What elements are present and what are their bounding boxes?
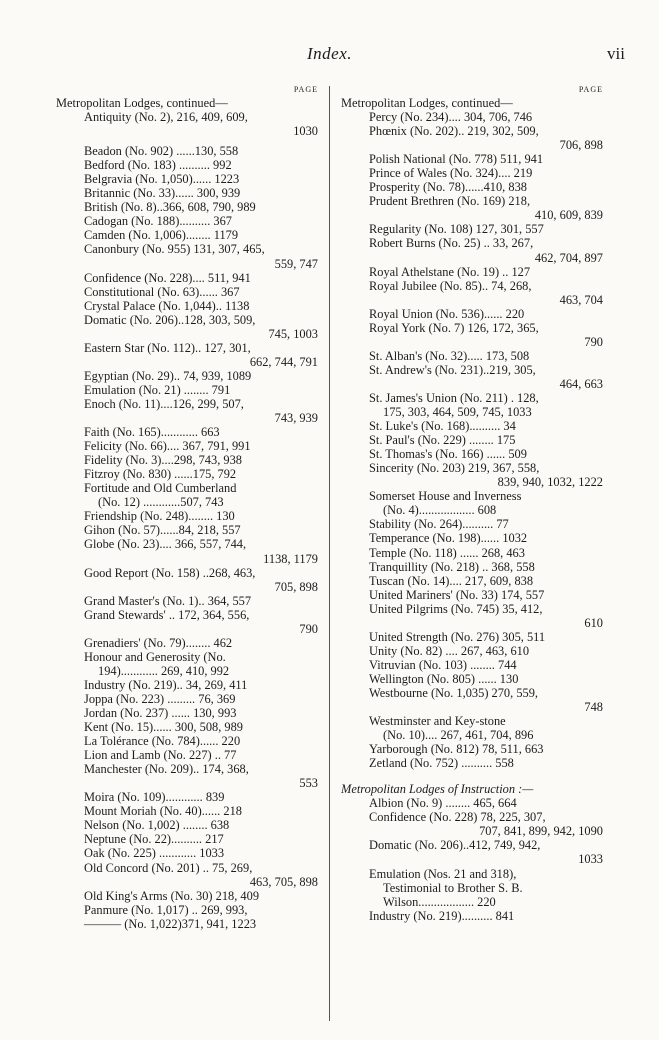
index-entry: Confidence (No. 228) 78, 225, 307, <box>369 810 546 825</box>
index-entry: Old King's Arms (No. 30) 218, 409 <box>84 888 260 903</box>
index-entry: 790 <box>299 621 318 636</box>
index-entry: Enoch (No. 11)....126, 299, 507, <box>84 396 244 411</box>
index-entry: Crystal Palace (No. 1,044).. 1138 <box>84 298 250 313</box>
index-entry: Beadon (No. 902) ......130, 558 <box>84 144 239 159</box>
index-entry: 194)............ 269, 410, 992 <box>98 663 230 678</box>
section-spacer <box>341 770 603 782</box>
index-entry: Canonbury (No. 955) 131, 307, 465, <box>84 242 265 257</box>
index-entry: Vitruvian (No. 103) ........ 744 <box>369 657 517 672</box>
index-entry: Confidence (No. 228).... 511, 941 <box>84 270 251 285</box>
index-entry: Regularity (No. 108) 127, 301, 557 <box>369 222 544 237</box>
index-entry: Friendship (No. 248)........ 130 <box>84 509 235 524</box>
index-entry: Emulation (No. 21) ........ 791 <box>84 382 231 397</box>
index-column-right <box>341 84 603 923</box>
page-number: vii <box>607 44 625 63</box>
entry-list <box>56 96 318 931</box>
index-entry: Sincerity (No. 203) 219, 367, 558, <box>369 461 540 476</box>
index-entry: Yarborough (No. 812) 78, 511, 663 <box>369 742 544 757</box>
index-entry: Lion and Lamb (No. 227) .. 77 <box>84 748 237 763</box>
index-entry: Industry (No. 219).. 34, 269, 411 <box>84 677 248 692</box>
index-entry: Antiquity (No. 2), 216, 409, 609, <box>84 110 248 125</box>
index-entry: Prince of Wales (No. 324).... 219 <box>369 166 533 181</box>
index-entry: United Strength (No. 276) 305, 511 <box>369 629 546 644</box>
index-entry: 175, 303, 464, 509, 745, 1033 <box>383 405 532 420</box>
index-entry: Emulation (Nos. 21 and 318), <box>369 866 517 881</box>
index-entry: Fitzroy (No. 830) ......175, 792 <box>84 467 237 482</box>
index-entry: 839, 940, 1032, 1222 <box>497 475 603 490</box>
index-entry: St. Thomas's (No. 166) ...... 509 <box>369 447 527 462</box>
index-entry: Kent (No. 15)...... 300, 508, 989 <box>84 720 243 735</box>
index-entry: Domatic (No. 206)..128, 303, 509, <box>84 312 256 327</box>
index-entry: Domatic (No. 206)..412, 749, 942, <box>369 838 541 853</box>
index-entry: Zetland (No. 752) .......... 558 <box>369 756 514 771</box>
index-entry: Constitutional (No. 63)...... 367 <box>84 284 240 299</box>
index-entry: Prosperity (No. 78)......410, 838 <box>369 180 527 195</box>
index-entry: Royal York (No. 7) 126, 172, 365, <box>369 320 539 335</box>
index-entry: Cadogan (No. 188).......... 367 <box>84 214 232 229</box>
index-entry: Wellington (No. 805) ...... 130 <box>369 671 519 686</box>
index-entry: Temple (No. 118) ...... 268, 463 <box>369 545 525 560</box>
index-entry: 463, 705, 898 <box>249 874 318 889</box>
index-entry: Fortitude and Old Cumberland <box>84 481 237 496</box>
index-entry: Stability (No. 264).......... 77 <box>369 517 509 532</box>
index-entry: 706, 898 <box>559 138 603 153</box>
entry-list <box>341 96 603 923</box>
index-entry: Industry (No. 219).......... 841 <box>369 908 515 923</box>
index-entry: 745, 1003 <box>268 326 318 341</box>
index-entry: Panmure (No. 1,017) .. 269, 993, <box>84 902 248 917</box>
index-entry: 707, 841, 899, 942, 1090 <box>479 824 603 839</box>
index-entry: British (No. 8)..366, 608, 790, 989 <box>84 200 256 215</box>
index-entry: Joppa (No. 223) ......... 76, 369 <box>84 691 236 706</box>
index-entry: Tuscan (No. 14).... 217, 609, 838 <box>369 573 534 588</box>
index-entry: Belgravia (No. 1,050)...... 1223 <box>84 172 240 187</box>
index-entry: Neptune (No. 22).......... 217 <box>84 832 224 847</box>
index-entry: Eastern Star (No. 112).. 127, 301, <box>84 340 251 355</box>
index-entry: Moira (No. 109)............ 839 <box>84 790 225 805</box>
index-entry: Royal Union (No. 536)...... 220 <box>369 306 525 321</box>
section-heading: Metropolitan Lodges, continued— <box>56 96 228 110</box>
index-entry: Royal Jubilee (No. 85).. 74, 268, <box>369 278 532 293</box>
index-entry: Grand Master's (No. 1).. 364, 557 <box>84 593 252 608</box>
index-entry: Percy (No. 234).... 304, 706, 746 <box>369 110 533 125</box>
index-entry: Polish National (No. 778) 511, 941 <box>369 152 544 167</box>
page-column-label: PAGE <box>293 85 318 94</box>
index-entry: United Mariners' (No. 33) 174, 557 <box>369 587 545 602</box>
page-column-label: PAGE <box>578 85 603 94</box>
index-entry: Camden (No. 1,006)........ 1179 <box>84 228 239 243</box>
index-entry: Nelson (No. 1,002) ........ 638 <box>84 818 230 833</box>
index-entry: Tranquillity (No. 218) .. 368, 558 <box>369 559 535 574</box>
index-entry: Gihon (No. 57)......84, 218, 557 <box>84 523 241 538</box>
index-entry: 410, 609, 839 <box>534 208 603 223</box>
index-entry: Grenadiers' (No. 79)........ 462 <box>84 635 233 650</box>
index-entry: St. Luke's (No. 168).......... 34 <box>369 419 516 434</box>
index-entry: Jordan (No. 237) ...... 130, 993 <box>84 706 237 721</box>
index-entry: Unity (No. 82) .... 267, 463, 610 <box>369 643 530 658</box>
index-entry: 559, 747 <box>274 256 318 271</box>
index-entry: 463, 704 <box>559 292 603 307</box>
index-entry: Wilson.................. 220 <box>383 894 496 909</box>
index-entry: Faith (No. 165)............ 663 <box>84 425 220 440</box>
index-entry: 748 <box>584 700 603 715</box>
index-entry: St. Paul's (No. 229) ........ 175 <box>369 433 516 448</box>
index-entry: ——— (No. 1,022)371, 941, 1223 <box>84 916 257 931</box>
index-entry: 1033 <box>578 852 603 867</box>
index-entry: 662, 744, 791 <box>249 354 318 369</box>
column-divider <box>329 86 330 1021</box>
index-entry: Mount Moriah (No. 40)...... 218 <box>84 804 242 819</box>
index-entry: 790 <box>584 334 603 349</box>
index-entry: Westbourne (No. 1,035) 270, 559, <box>369 685 539 700</box>
index-entry: St. Alban's (No. 32)..... 173, 508 <box>369 348 530 363</box>
index-entry: Testimonial to Brother S. B. <box>383 880 523 895</box>
page-header <box>0 44 659 68</box>
index-entry: Oak (No. 225) ............ 1033 <box>84 846 225 861</box>
section-heading: Metropolitan Lodges, continued— <box>341 96 513 110</box>
index-entry: Manchester (No. 209).. 174, 368, <box>84 762 249 777</box>
index-entry: Egyptian (No. 29).. 74, 939, 1089 <box>84 368 252 383</box>
index-entry: Felicity (No. 66).... 367, 791, 991 <box>84 439 251 454</box>
index-entry: (No. 10).... 267, 461, 704, 896 <box>383 728 534 743</box>
index-entry: Westminster and Key-stone <box>369 714 506 729</box>
index-entry: Bedford (No. 183) .......... 992 <box>84 158 232 173</box>
index-entry: Royal Athelstane (No. 19) .. 127 <box>369 264 531 279</box>
index-entry: Fidelity (No. 3)....298, 743, 938 <box>84 453 242 468</box>
index-entry: 464, 663 <box>559 376 603 391</box>
index-entry: Robert Burns (No. 25) .. 33, 267, <box>369 236 534 251</box>
running-title: Index. <box>306 44 352 63</box>
index-entry: Prudent Brethren (No. 169) 218, <box>369 194 531 209</box>
index-entry: 1030 <box>293 124 318 139</box>
index-entry: 705, 898 <box>274 579 318 594</box>
index-entry: United Pilgrims (No. 745) 35, 412, <box>369 601 543 616</box>
index-entry: Britannic (No. 33)...... 300, 939 <box>84 186 241 201</box>
index-entry: 1138, 1179 <box>263 551 318 566</box>
index-entry: La Tolérance (No. 784)...... 220 <box>84 734 241 749</box>
index-entry: St. James's Union (No. 211) . 128, <box>369 390 539 405</box>
index-entry: (No. 4).................. 608 <box>383 503 497 518</box>
index-entry: Grand Stewards' .. 172, 364, 556, <box>84 607 250 622</box>
index-entry: Honour and Generosity (No. <box>84 649 226 664</box>
index-entry: Phœnix (No. 202).. 219, 302, 509, <box>369 124 539 139</box>
index-entry: 610 <box>584 615 603 630</box>
index-entry: Good Report (No. 158) ..268, 463, <box>84 565 256 580</box>
index-entry: Old Concord (No. 201) .. 75, 269, <box>84 860 253 875</box>
section-heading: Metropolitan Lodges of Instruction :— <box>341 782 534 797</box>
index-entry: 462, 704, 897 <box>534 250 603 265</box>
index-column-left <box>56 84 318 931</box>
index-entry: 553 <box>299 776 318 791</box>
index-entry: Globe (No. 23).... 366, 557, 744, <box>84 537 247 552</box>
index-entry: Albion (No. 9) ........ 465, 664 <box>369 796 517 811</box>
index-entry: 743, 939 <box>274 411 318 426</box>
index-entry: St. Andrew's (No. 231)..219, 305, <box>369 362 536 377</box>
index-entry: Temperance (No. 198)...... 1032 <box>369 531 528 546</box>
index-entry: (No. 12) ............507, 743 <box>98 495 224 510</box>
index-entry: Somerset House and Inverness <box>369 489 522 504</box>
